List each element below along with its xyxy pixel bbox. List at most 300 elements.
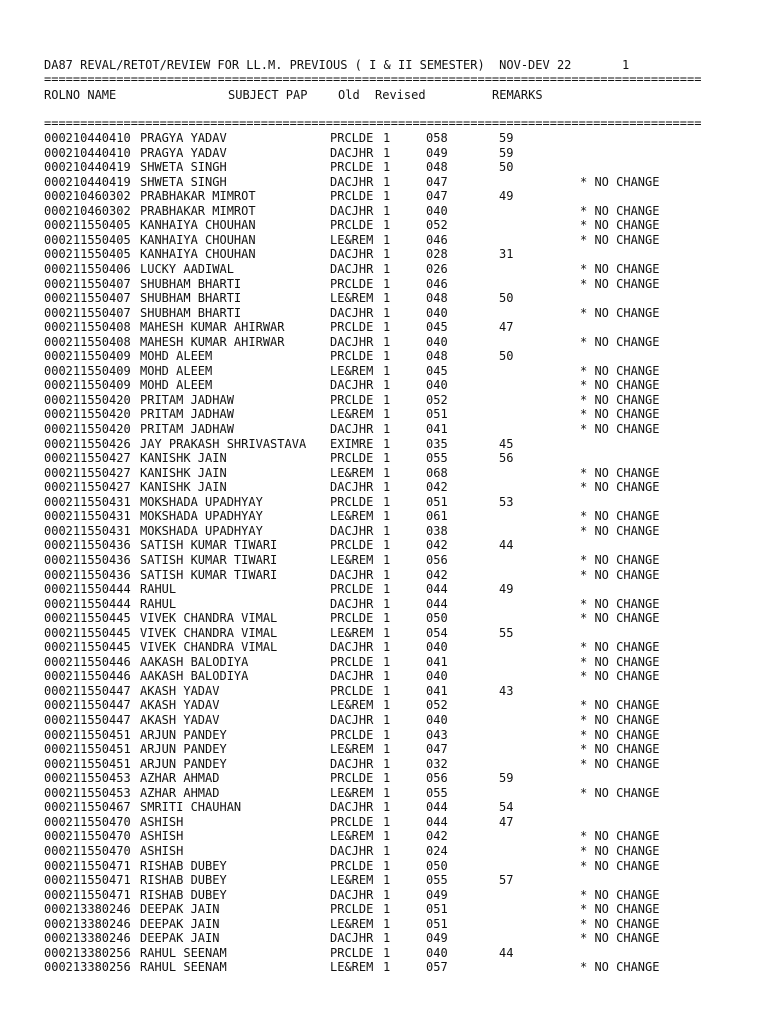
paper-number: 1 — [383, 960, 391, 975]
roll-number: 000211550436 — [44, 552, 131, 567]
paper-number: 1 — [383, 131, 391, 145]
page-title: DA87 REVAL/RETOT/REVIEW FOR LL.M. PREVIOUS ( I & II SEMESTER) NOV-DEV 22 1 — [44, 58, 630, 72]
student-name: MAHESH KUMAR AHIRWAR — [140, 334, 285, 349]
table-row — [0, 495, 768, 510]
student-name: RAHUL SEENAM — [140, 960, 227, 975]
paper-number: 1 — [383, 771, 391, 786]
old-marks: 041 — [426, 422, 448, 436]
remarks: * NO CHANGE — [580, 843, 660, 858]
paper-number: 1 — [383, 640, 391, 655]
paper-number: 1 — [383, 887, 391, 902]
revised-marks: 54 — [499, 800, 514, 815]
subject-code: LE&REM — [330, 785, 374, 800]
remarks: * NO CHANGE — [580, 218, 660, 233]
subject-code: LE&REM — [330, 873, 374, 888]
roll-number: 000211550471 — [44, 873, 131, 888]
paper-number: 1 — [383, 291, 391, 306]
student-name: PRITAM JADHAW — [140, 422, 234, 436]
roll-number: 000211550405 — [44, 218, 131, 233]
header-rollno-name: ROLNO NAME — [44, 88, 117, 102]
subject-code: DACJHR — [330, 523, 374, 538]
revised-marks: 56 — [499, 451, 514, 466]
table-row — [0, 582, 768, 597]
old-marks: 052 — [426, 218, 448, 233]
table-row — [0, 175, 768, 190]
student-name: SATISH KUMAR TIWARI — [140, 567, 278, 582]
old-marks: 045 — [426, 320, 448, 335]
remarks: * NO CHANGE — [580, 232, 660, 247]
roll-number: 000211550407 — [44, 276, 131, 291]
table-row — [0, 349, 768, 364]
remarks: * NO CHANGE — [580, 276, 660, 291]
old-marks: 052 — [426, 392, 448, 407]
student-name: MOKSHADA UPADHYAY — [140, 494, 263, 509]
revised-marks: 50 — [499, 349, 514, 364]
remarks: * NO CHANGE — [580, 698, 660, 713]
remarks: * NO CHANGE — [580, 727, 660, 742]
table-row — [0, 960, 768, 975]
paper-number: 1 — [383, 800, 391, 815]
roll-number: 000211550431 — [44, 494, 131, 509]
old-marks: 055 — [426, 785, 448, 800]
subject-code: DACJHR — [330, 567, 374, 582]
old-marks: 047 — [426, 742, 448, 757]
paper-number: 1 — [383, 931, 391, 946]
roll-number: 000211550471 — [44, 887, 131, 902]
subject-code: PRCLDE — [330, 349, 374, 364]
student-name: PRITAM JADHAW — [140, 392, 234, 407]
header-subject-pap: SUBJECT PAP — [228, 88, 308, 102]
paper-number: 1 — [383, 596, 391, 611]
roll-number: 000210440410 — [44, 131, 131, 145]
roll-number: 000211550436 — [44, 567, 131, 582]
old-marks: 044 — [426, 814, 448, 829]
student-name: ASHISH — [140, 829, 184, 844]
old-marks: 042 — [426, 538, 448, 553]
subject-code: PRCLDE — [330, 131, 374, 145]
paper-number: 1 — [383, 218, 391, 233]
old-marks: 046 — [426, 276, 448, 291]
paper-number: 1 — [383, 174, 391, 189]
subject-code: DACJHR — [330, 669, 374, 684]
subject-code: DACJHR — [330, 305, 374, 320]
paper-number: 1 — [383, 727, 391, 742]
remarks: * NO CHANGE — [580, 378, 660, 393]
subject-code: DACJHR — [330, 480, 374, 495]
old-marks: 024 — [426, 843, 448, 858]
roll-number: 000211550446 — [44, 654, 131, 669]
paper-number: 1 — [383, 654, 391, 669]
roll-number: 000211550408 — [44, 334, 131, 349]
roll-number: 000211550470 — [44, 814, 131, 829]
roll-number: 000211550431 — [44, 509, 131, 524]
old-marks: 051 — [426, 407, 448, 422]
paper-number: 1 — [383, 189, 391, 204]
student-name: SHUBHAM BHARTI — [140, 291, 242, 306]
subject-code: LE&REM — [330, 698, 374, 713]
subject-code: LE&REM — [330, 742, 374, 757]
table-row — [0, 888, 768, 903]
old-marks: 046 — [426, 232, 448, 247]
roll-number: 000211550445 — [44, 625, 131, 640]
subject-code: LE&REM — [330, 625, 374, 640]
remarks: * NO CHANGE — [580, 363, 660, 378]
table-row — [0, 524, 768, 539]
roll-number: 000211550453 — [44, 771, 131, 786]
old-marks: 061 — [426, 509, 448, 524]
header-remarks: REMARKS — [492, 88, 543, 102]
old-marks: 051 — [426, 494, 448, 509]
table-row — [0, 146, 768, 161]
paper-number: 1 — [383, 451, 391, 466]
roll-number: 000211550470 — [44, 843, 131, 858]
student-name: AKASH YADAV — [140, 713, 220, 727]
table-row — [0, 306, 768, 321]
student-name: KANISHK JAIN — [140, 451, 227, 466]
subject-code: DACJHR — [330, 596, 374, 611]
roll-number: 000211550436 — [44, 538, 131, 553]
remarks: * NO CHANGE — [580, 902, 660, 917]
subject-code: LE&REM — [330, 232, 374, 247]
remarks: * NO CHANGE — [580, 465, 660, 480]
table-row — [0, 393, 768, 408]
remarks: * NO CHANGE — [580, 334, 660, 349]
student-name: AKASH YADAV — [140, 698, 220, 713]
old-marks: 048 — [426, 291, 448, 306]
subject-code: PRCLDE — [330, 902, 374, 917]
paper-number: 1 — [383, 320, 391, 335]
old-marks: 052 — [426, 698, 448, 713]
old-marks: 058 — [426, 131, 448, 145]
subject-code: LE&REM — [330, 960, 374, 975]
roll-number: 000211550427 — [44, 451, 131, 466]
student-name: KANISHK JAIN — [140, 465, 227, 480]
roll-number: 000210440410 — [44, 145, 131, 160]
student-name: SATISH KUMAR TIWARI — [140, 538, 278, 553]
old-marks: 040 — [426, 640, 448, 655]
roll-number: 000211550420 — [44, 392, 131, 407]
paper-number: 1 — [383, 392, 391, 407]
subject-code: PRCLDE — [330, 611, 374, 626]
subject-code: LE&REM — [330, 363, 374, 378]
old-marks: 050 — [426, 611, 448, 626]
subject-code: DACJHR — [330, 422, 374, 436]
table-row — [0, 946, 768, 961]
student-name: JAY PRAKASH SHRIVASTAVA — [140, 436, 307, 451]
remarks: * NO CHANGE — [580, 596, 660, 611]
separator-rule: =========================================================================================== — [44, 116, 702, 130]
old-marks: 048 — [426, 160, 448, 175]
subject-code: DACJHR — [330, 843, 374, 858]
revised-marks: 53 — [499, 494, 514, 509]
old-marks: 047 — [426, 174, 448, 189]
student-name: PRABHAKAR MIMROT — [140, 203, 256, 218]
student-name: MOKSHADA UPADHYAY — [140, 509, 263, 524]
paper-number: 1 — [383, 698, 391, 713]
old-marks: 040 — [426, 203, 448, 218]
old-marks: 040 — [426, 669, 448, 684]
subject-code: DACJHR — [330, 261, 374, 276]
roll-number: 000213380256 — [44, 945, 131, 960]
paper-number: 1 — [383, 916, 391, 931]
remarks: * NO CHANGE — [580, 509, 660, 524]
table-row — [0, 422, 768, 437]
paper-number: 1 — [383, 625, 391, 640]
subject-code: PRCLDE — [330, 858, 374, 873]
roll-number: 000211550408 — [44, 320, 131, 335]
remarks: * NO CHANGE — [580, 422, 660, 436]
table-row — [0, 233, 768, 248]
old-marks: 051 — [426, 902, 448, 917]
old-marks: 044 — [426, 800, 448, 815]
revised-marks: 50 — [499, 291, 514, 306]
table-row — [0, 626, 768, 641]
paper-number: 1 — [383, 611, 391, 626]
student-name: DEEPAK JAIN — [140, 916, 220, 931]
student-name: AZHAR AHMAD — [140, 785, 220, 800]
header-revised: Revised — [375, 88, 426, 102]
table-row — [0, 844, 768, 859]
student-name: MOHD ALEEM — [140, 378, 213, 393]
subject-code: PRCLDE — [330, 582, 374, 597]
roll-number: 000213380246 — [44, 916, 131, 931]
student-name: ASHISH — [140, 814, 184, 829]
old-marks: 068 — [426, 465, 448, 480]
roll-number: 000211550420 — [44, 422, 131, 436]
revised-marks: 59 — [499, 771, 514, 786]
revised-marks: 43 — [499, 683, 514, 698]
table-row — [0, 611, 768, 626]
revised-marks: 49 — [499, 189, 514, 204]
student-name: MOKSHADA UPADHYAY — [140, 523, 263, 538]
table-row — [0, 597, 768, 612]
subject-code: DACJHR — [330, 887, 374, 902]
revised-marks: 59 — [499, 131, 514, 145]
roll-number: 000211550451 — [44, 756, 131, 771]
student-name: KANHAIYA CHOUHAN — [140, 247, 256, 262]
table-row — [0, 277, 768, 292]
paper-number: 1 — [383, 669, 391, 684]
student-name: LUCKY AADIWAL — [140, 261, 234, 276]
paper-number: 1 — [383, 945, 391, 960]
subject-code: EXIMRE — [330, 436, 374, 451]
remarks: * NO CHANGE — [580, 756, 660, 771]
student-name: SATISH KUMAR TIWARI — [140, 552, 278, 567]
old-marks: 035 — [426, 436, 448, 451]
roll-number: 000211550444 — [44, 582, 131, 597]
paper-number: 1 — [383, 582, 391, 597]
roll-number: 000211550406 — [44, 261, 131, 276]
table-row — [0, 538, 768, 553]
remarks: * NO CHANGE — [580, 567, 660, 582]
paper-number: 1 — [383, 843, 391, 858]
paper-number: 1 — [383, 552, 391, 567]
remarks: * NO CHANGE — [580, 174, 660, 189]
student-name: DEEPAK JAIN — [140, 931, 220, 946]
paper-number: 1 — [383, 276, 391, 291]
table-row — [0, 378, 768, 393]
roll-number: 000211550407 — [44, 305, 131, 320]
old-marks: 051 — [426, 916, 448, 931]
paper-number: 1 — [383, 247, 391, 262]
student-name: MOHD ALEEM — [140, 363, 213, 378]
paper-number: 1 — [383, 742, 391, 757]
old-marks: 040 — [426, 378, 448, 393]
subject-code: LE&REM — [330, 552, 374, 567]
old-marks: 049 — [426, 145, 448, 160]
table-row — [0, 364, 768, 379]
student-name: PRITAM JADHAW — [140, 407, 234, 422]
table-row — [0, 757, 768, 772]
old-marks: 043 — [426, 727, 448, 742]
paper-number: 1 — [383, 829, 391, 844]
table-row — [0, 829, 768, 844]
roll-number: 000211550427 — [44, 480, 131, 495]
old-marks: 044 — [426, 596, 448, 611]
subject-code: LE&REM — [330, 407, 374, 422]
revised-marks: 47 — [499, 320, 514, 335]
student-name: AKASH YADAV — [140, 683, 220, 698]
table-row — [0, 800, 768, 815]
subject-code: LE&REM — [330, 829, 374, 844]
old-marks: 041 — [426, 683, 448, 698]
table-row — [0, 698, 768, 713]
table-row — [0, 640, 768, 655]
subject-code: LE&REM — [330, 465, 374, 480]
table-row — [0, 247, 768, 262]
old-marks: 041 — [426, 654, 448, 669]
old-marks: 047 — [426, 189, 448, 204]
table-row — [0, 204, 768, 219]
student-name: DEEPAK JAIN — [140, 902, 220, 917]
remarks: * NO CHANGE — [580, 916, 660, 931]
old-marks: 049 — [426, 887, 448, 902]
remarks: * NO CHANGE — [580, 480, 660, 495]
remarks: * NO CHANGE — [580, 611, 660, 626]
subject-code: PRCLDE — [330, 218, 374, 233]
roll-number: 000211550446 — [44, 669, 131, 684]
paper-number: 1 — [383, 203, 391, 218]
separator-rule: =========================================================================================== — [44, 72, 702, 86]
student-name: SMRITI CHAUHAN — [140, 800, 242, 815]
student-name: RAHUL SEENAM — [140, 945, 227, 960]
table-row — [0, 291, 768, 306]
paper-number: 1 — [383, 145, 391, 160]
table-row — [0, 742, 768, 757]
old-marks: 057 — [426, 960, 448, 975]
roll-number: 000211550420 — [44, 407, 131, 422]
old-marks: 038 — [426, 523, 448, 538]
table-row — [0, 568, 768, 583]
roll-number: 000211550445 — [44, 611, 131, 626]
student-name: VIVEK CHANDRA VIMAL — [140, 611, 278, 626]
roll-number: 000211550447 — [44, 683, 131, 698]
table-row — [0, 262, 768, 277]
roll-number: 000211550431 — [44, 523, 131, 538]
subject-code: PRCLDE — [330, 451, 374, 466]
student-name: RAHUL — [140, 596, 177, 611]
old-marks: 026 — [426, 261, 448, 276]
revised-marks: 44 — [499, 945, 514, 960]
subject-code: PRCLDE — [330, 654, 374, 669]
subject-code: DACJHR — [330, 378, 374, 393]
old-marks: 040 — [426, 334, 448, 349]
student-name: SHWETA SINGH — [140, 174, 227, 189]
old-marks: 050 — [426, 858, 448, 873]
subject-code: DACJHR — [330, 931, 374, 946]
paper-number: 1 — [383, 683, 391, 698]
student-name: KANHAIYA CHOUHAN — [140, 218, 256, 233]
paper-number: 1 — [383, 378, 391, 393]
table-row — [0, 480, 768, 495]
subject-code: PRCLDE — [330, 727, 374, 742]
student-name: SHWETA SINGH — [140, 160, 227, 175]
paper-number: 1 — [383, 436, 391, 451]
subject-code: DACJHR — [330, 756, 374, 771]
table-row — [0, 335, 768, 350]
subject-code: LE&REM — [330, 509, 374, 524]
remarks: * NO CHANGE — [580, 713, 660, 727]
subject-code: PRCLDE — [330, 160, 374, 175]
remarks: * NO CHANGE — [580, 261, 660, 276]
subject-code: PRCLDE — [330, 771, 374, 786]
roll-number: 000211550409 — [44, 363, 131, 378]
table-row — [0, 451, 768, 466]
student-name: PRABHAKAR MIMROT — [140, 189, 256, 204]
table-row — [0, 437, 768, 452]
old-marks: 056 — [426, 552, 448, 567]
paper-number: 1 — [383, 523, 391, 538]
table-row — [0, 509, 768, 524]
subject-code: PRCLDE — [330, 392, 374, 407]
table-row — [0, 859, 768, 874]
paper-number: 1 — [383, 858, 391, 873]
column-header-row — [0, 88, 768, 103]
revised-marks: 31 — [499, 247, 514, 262]
revised-marks: 47 — [499, 814, 514, 829]
roll-number: 000211550470 — [44, 829, 131, 844]
paper-number: 1 — [383, 261, 391, 276]
subject-code: LE&REM — [330, 291, 374, 306]
remarks: * NO CHANGE — [580, 742, 660, 757]
student-name: RAHUL — [140, 582, 177, 597]
old-marks: 049 — [426, 931, 448, 946]
subject-code: PRCLDE — [330, 494, 374, 509]
table-row — [0, 728, 768, 743]
subject-code: DACJHR — [330, 145, 374, 160]
student-name: KANISHK JAIN — [140, 480, 227, 495]
remarks: * NO CHANGE — [580, 640, 660, 655]
paper-number: 1 — [383, 756, 391, 771]
remarks: * NO CHANGE — [580, 858, 660, 873]
table-row — [0, 160, 768, 175]
table-row — [0, 189, 768, 204]
revised-marks: 45 — [499, 436, 514, 451]
roll-number: 000211550445 — [44, 640, 131, 655]
header-old: Old — [338, 88, 360, 102]
remarks: * NO CHANGE — [580, 392, 660, 407]
roll-number: 000211550447 — [44, 713, 131, 727]
old-marks: 055 — [426, 451, 448, 466]
roll-number: 000211550467 — [44, 800, 131, 815]
old-marks: 040 — [426, 713, 448, 727]
table-row — [0, 815, 768, 830]
table-row — [0, 320, 768, 335]
subject-code: DACJHR — [330, 203, 374, 218]
roll-number: 000213380246 — [44, 931, 131, 946]
student-name: ARJUN PANDEY — [140, 742, 227, 757]
table-row — [0, 713, 768, 728]
